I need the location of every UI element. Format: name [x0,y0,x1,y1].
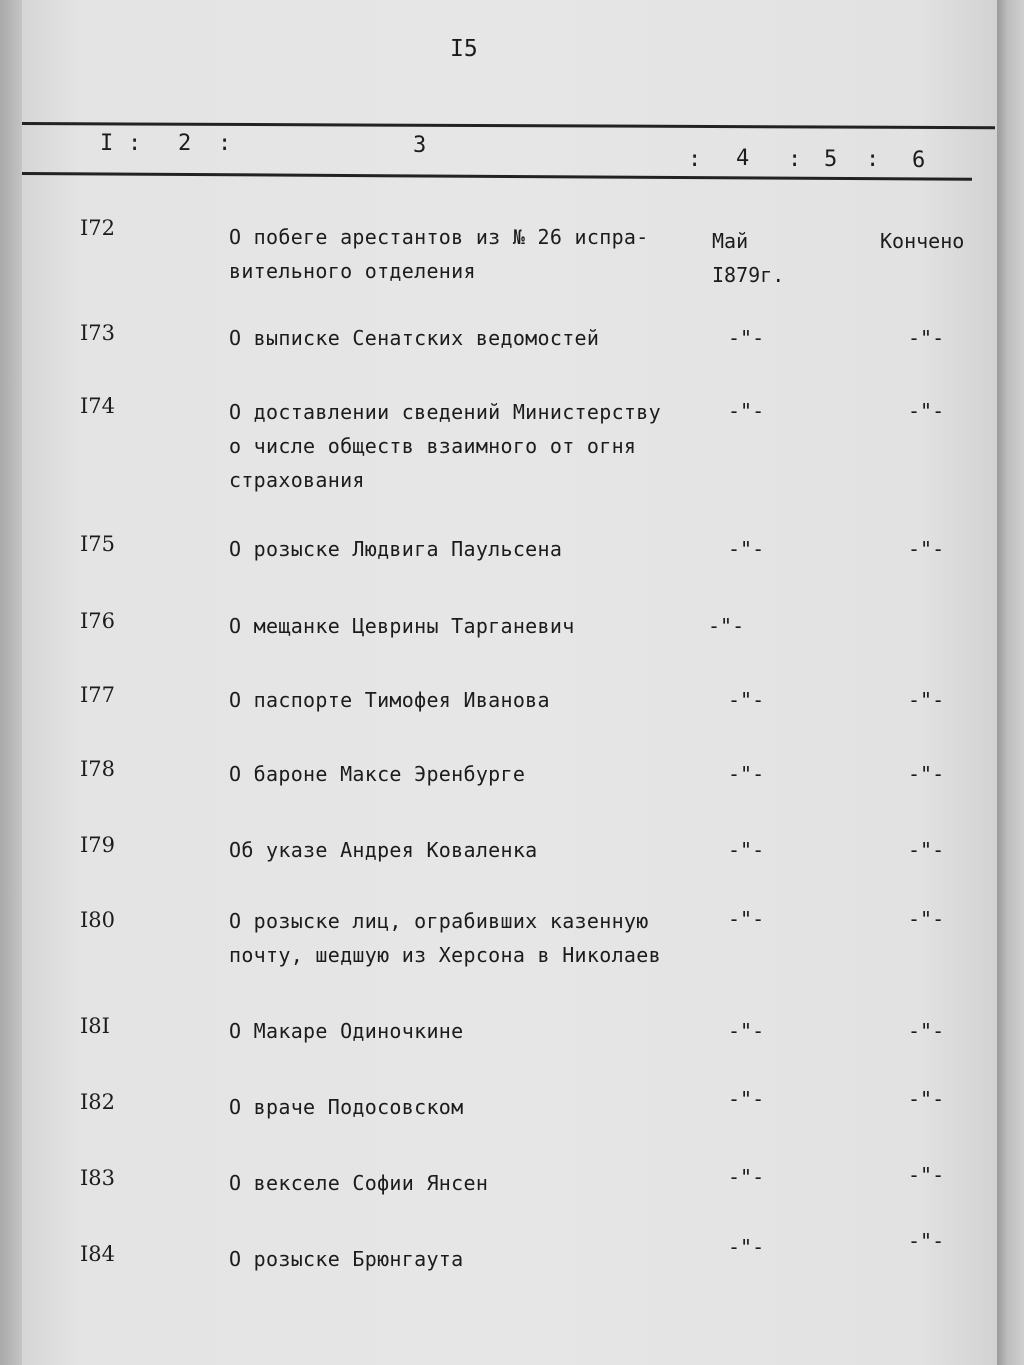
subject-line: О векселе Софии Янсен [229,1171,489,1195]
date-line: -"- [728,399,765,423]
entry-number: I72 [80,216,116,240]
entry-date [728,1160,764,1194]
entry-number: I74 [80,394,116,418]
entry-number: I83 [80,1166,116,1190]
entry-status: -"- [908,399,945,423]
column-header-4: 4 [736,146,750,171]
subject-line: О доставлении сведений Министерству [229,400,661,424]
entry-subject [229,1242,709,1276]
column-separator: : [688,147,702,172]
entry-number: I77 [80,683,116,707]
entry-date [728,1082,764,1116]
entry-subject [229,532,709,566]
entry-date [728,757,764,791]
column-header-6: 6 [912,148,926,173]
subject-line: О розыске Людвига Паульсена [229,537,563,561]
entry-date [708,609,744,643]
date-line: Май [712,229,749,253]
entry-date [728,683,764,717]
subject-line: О мещанке Цеврины Тарганевич [229,614,575,638]
column-header-5: 5 [824,147,838,172]
entry-number: I75 [80,532,116,556]
entry-subject [229,757,709,791]
subject-line: О побеге арестантов из № 26 испра- [229,225,649,249]
entry-status: -"- [908,762,945,786]
column-header-3: 3 [413,133,427,158]
entry-status: -"- [908,537,945,561]
entry-subject [229,321,709,355]
entry-date [728,833,764,867]
page-edge [997,0,1024,1365]
date-line: -"- [728,1019,765,1043]
date-line: -"- [728,326,765,350]
subject-line: О розыске Брюнгаута [229,1247,464,1271]
subject-line: О выписке Сенатских ведомостей [229,326,600,350]
column-separator: : [788,147,802,172]
entry-number: I82 [80,1090,116,1114]
column-separator: : [218,131,232,156]
date-line: -"- [728,907,765,931]
entry-number: I8I [80,1014,110,1038]
entry-status: -"- [908,1229,945,1253]
entry-date [728,902,764,936]
column-header-1: I [100,131,114,156]
entry-date [728,321,764,355]
entry-number: I84 [80,1242,116,1266]
entry-date [728,394,764,428]
entry-status: Кончено [880,229,965,253]
column-separator: : [128,131,142,156]
entry-subject [229,904,709,972]
date-line: -"- [728,688,765,712]
entry-subject [229,1014,709,1048]
entry-subject [229,1166,709,1200]
entry-status: -"- [908,1019,945,1043]
subject-line: О бароне Максе Эренбурге [229,762,526,786]
subject-line: страхования [229,468,365,492]
entry-number: I78 [80,757,116,781]
entry-date [728,532,764,566]
date-line: -"- [728,838,765,862]
subject-line: О Макаре Одиночкине [229,1019,464,1043]
entry-subject [229,1090,709,1124]
date-line: -"- [728,1235,765,1259]
date-line: I879г. [712,263,785,287]
column-separator: : [866,147,880,172]
date-line: -"- [708,614,745,638]
entry-status: -"- [908,326,945,350]
column-header-2: 2 [178,131,192,156]
entry-status: -"- [908,1163,945,1187]
entry-status: -"- [908,688,945,712]
entry-status: -"- [908,1087,945,1111]
entry-subject [229,395,709,497]
entry-date [712,224,784,292]
entry-subject [229,220,709,288]
subject-line: О враче Подосовском [229,1095,464,1119]
subject-line: О розыске лиц, ограбивших казенную [229,909,649,933]
entry-number: I76 [80,609,116,633]
binding-shadow [0,0,22,1365]
subject-line: О паспорте Тимофея Иванова [229,688,550,712]
subject-line: почту, шедшую из Херсона в Николаев [229,943,661,967]
entry-subject [229,683,709,717]
entry-number: I80 [80,908,116,932]
date-line: -"- [728,762,765,786]
entry-number: I79 [80,833,116,857]
entry-date [728,1230,764,1264]
entry-subject [229,609,709,643]
date-line: -"- [728,1087,765,1111]
entry-subject [229,833,709,867]
entry-number: I73 [80,321,116,345]
subject-line: о числе обществ взаимного от огня [229,434,637,458]
subject-line: вительного отделения [229,259,476,283]
entry-status: -"- [908,907,945,931]
entry-status: -"- [908,838,945,862]
subject-line: Об указе Андрея Коваленка [229,838,538,862]
entry-date [728,1014,764,1048]
date-line: -"- [728,537,765,561]
page-number: I5 [450,36,478,62]
date-line: -"- [728,1165,765,1189]
